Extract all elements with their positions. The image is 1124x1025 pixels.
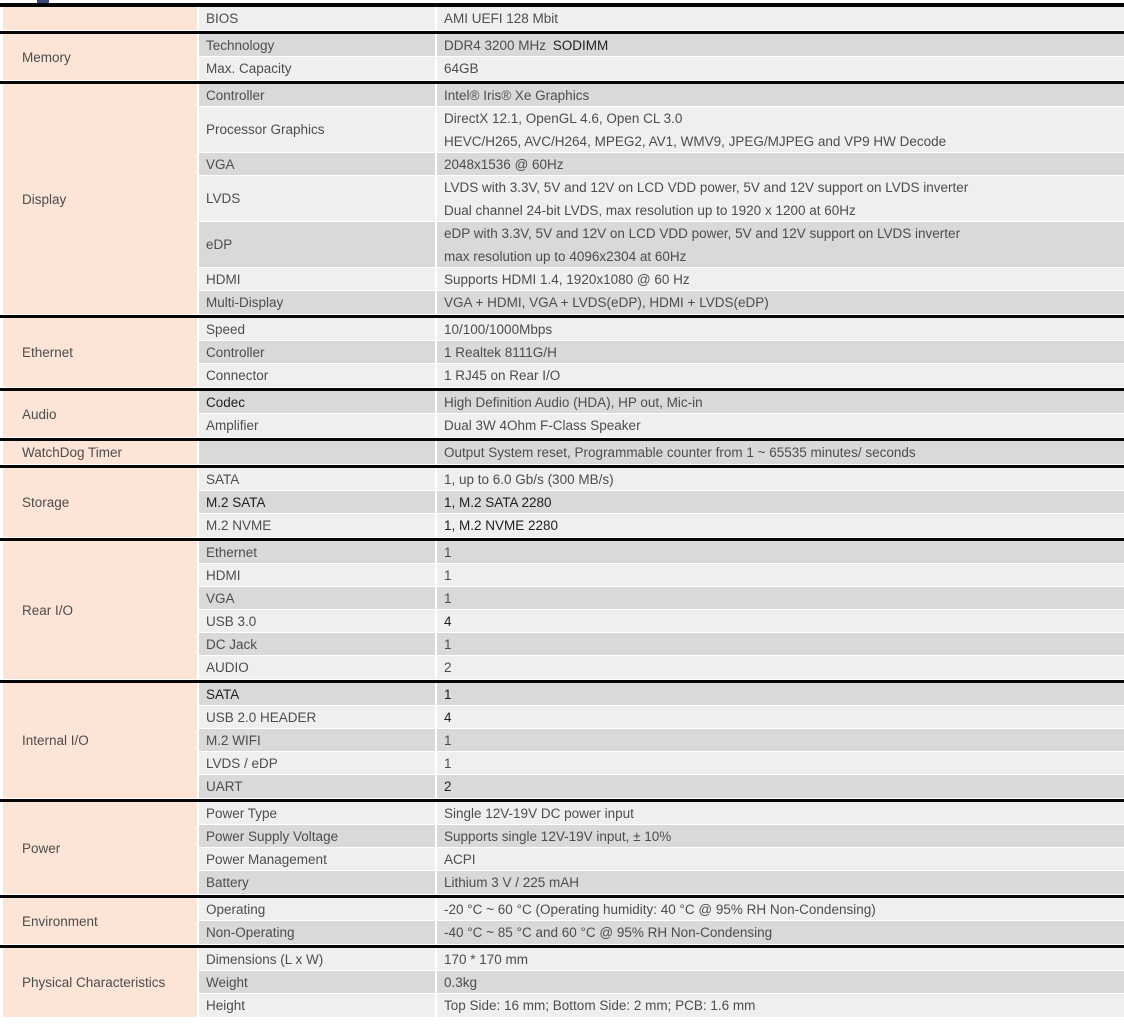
section-category-label: Display (22, 191, 67, 207)
spec-value-line (437, 199, 1124, 222)
spec-value (437, 441, 1124, 464)
section-rows (199, 441, 1124, 464)
spec-value-text: 1 (444, 590, 452, 606)
spec-value-line (437, 222, 1124, 245)
spec-value (437, 729, 1124, 751)
spec-value-text: Supports single 12V-19V input, ± 10% (444, 828, 672, 844)
spec-value-line (437, 272, 1124, 287)
spec-label (199, 802, 435, 824)
spec-label (199, 729, 435, 751)
spec-value (437, 971, 1124, 993)
spec-row (199, 656, 1124, 679)
spec-value-text: 2 (444, 779, 452, 794)
spec-section (0, 318, 1124, 387)
section-category-label: Ethernet (22, 345, 74, 360)
section-category-label: Audio (22, 406, 57, 422)
spec-section (0, 541, 1124, 679)
spec-value-text: 1 (444, 686, 452, 702)
spec-value (437, 7, 1124, 30)
spec-label (199, 848, 435, 870)
spec-value (437, 318, 1124, 340)
spec-label (199, 994, 435, 1017)
spec-section (0, 34, 1124, 80)
spec-row (199, 898, 1124, 921)
spec-label-text: Amplifier (206, 418, 259, 433)
section-rows (199, 391, 1124, 437)
spec-label (199, 921, 435, 944)
section-category (3, 468, 197, 537)
spec-value-line (437, 806, 1124, 821)
spec-row (199, 825, 1124, 848)
spec-value-line (437, 902, 1124, 917)
spec-section (0, 468, 1124, 537)
spec-value-line (437, 495, 1124, 510)
spec-value-line (437, 345, 1124, 360)
spec-row (199, 153, 1124, 176)
spec-value-line (437, 130, 1124, 153)
section-rows (199, 318, 1124, 387)
spec-row (199, 994, 1124, 1017)
spec-label (199, 871, 435, 894)
spec-value-text: 10/100/1000Mbps (444, 321, 553, 337)
spec-value-line (437, 637, 1124, 652)
spec-label-text: Weight (206, 974, 248, 990)
spec-value (437, 391, 1124, 413)
spec-value (437, 775, 1124, 798)
spec-label-text: SATA (206, 471, 240, 487)
spec-section (0, 948, 1124, 1017)
spec-label-text: M.2 NVME (206, 518, 272, 533)
spec-section (0, 391, 1124, 437)
spec-label-text: Speed (206, 321, 246, 337)
spec-label (199, 57, 435, 80)
section-category-label: Storage (22, 495, 70, 510)
spec-row (199, 948, 1124, 971)
section-rows (199, 802, 1124, 894)
spec-label (199, 825, 435, 847)
spec-row (199, 491, 1124, 514)
spec-value-line (437, 472, 1124, 487)
spec-row (199, 564, 1124, 587)
spec-row (199, 34, 1124, 57)
spec-value (437, 153, 1124, 175)
spec-value (437, 84, 1124, 106)
spec-label-text: Power Type (206, 805, 278, 821)
spec-label (199, 153, 435, 175)
spec-row (199, 84, 1124, 107)
spec-row (199, 364, 1124, 387)
spec-label (199, 222, 435, 267)
spec-label (199, 706, 435, 728)
spec-value-line (437, 756, 1124, 771)
section-category-label: Internal I/O (22, 733, 89, 748)
spec-value-line (437, 157, 1124, 172)
spec-value-text: 1 (444, 636, 452, 652)
spec-value-text: -20 °C ~ 60 °C (Operating humidity: 40 °C @ 95% RH Non-Condensing) (444, 901, 876, 917)
spec-label (199, 656, 435, 679)
spec-label (199, 775, 435, 798)
spec-label (199, 587, 435, 609)
spec-label-text: Max. Capacity (206, 61, 292, 76)
spec-value-line (437, 852, 1124, 867)
section-category (3, 541, 197, 679)
spec-label-text: M.2 SATA (206, 494, 266, 510)
spec-value-line (437, 568, 1124, 583)
spec-value-text: Top Side: 16 mm; Bottom Side: 2 mm; PCB: 1.6 mm (444, 998, 756, 1013)
section-category (3, 7, 197, 30)
section-category (3, 948, 197, 1017)
spec-value (437, 848, 1124, 870)
spec-value-text: High Definition Audio (HDA), HP out, Mic-in (444, 394, 703, 410)
spec-value-line (437, 733, 1124, 748)
spec-value-text: 1 (444, 567, 452, 583)
spec-row (199, 871, 1124, 894)
spec-value-line (437, 176, 1124, 199)
spec-value (437, 34, 1124, 56)
spec-value (437, 222, 1124, 267)
spec-label-text: USB 3.0 (206, 613, 257, 629)
spec-label-text: Connector (206, 368, 269, 383)
spec-label (199, 7, 435, 30)
spec-label-text: eDP (206, 237, 233, 252)
section-rows (199, 683, 1124, 798)
section-category (3, 391, 197, 437)
spec-value-text: DirectX 12.1, OpenGL 4.6, Open CL 3.0 (444, 111, 683, 126)
spec-section (0, 84, 1124, 314)
section-category (3, 802, 197, 894)
spec-value (437, 341, 1124, 363)
spec-value-line (437, 687, 1124, 702)
spec-row (199, 318, 1124, 341)
section-category (3, 683, 197, 798)
spec-value-line (437, 322, 1124, 337)
spec-row (199, 775, 1124, 798)
spec-section (0, 441, 1124, 464)
spec-value (437, 994, 1124, 1017)
spec-value-text: Dual 3W 4Ohm F-Class Speaker (444, 418, 641, 433)
spec-value-text: DDR4 3200 MHz (444, 37, 550, 53)
spec-value-text: ACPI (444, 851, 476, 867)
spec-row (199, 268, 1124, 291)
spec-value (437, 491, 1124, 513)
spec-label-text: VGA (206, 590, 235, 606)
spec-row (199, 848, 1124, 871)
spec-value (437, 414, 1124, 437)
spec-value-line (437, 107, 1124, 130)
spec-value (437, 921, 1124, 944)
spec-value-line (437, 925, 1124, 940)
section-rows (199, 7, 1124, 30)
spec-value-line (437, 545, 1124, 560)
spec-section (0, 802, 1124, 894)
section-rows (199, 948, 1124, 1017)
spec-value-text: HEVC/H265, AVC/H264, MPEG2, AV1, WMV9, JPEG/MJPEG and VP9 HW Decode (444, 133, 947, 149)
spec-label (199, 898, 435, 920)
spec-label-text: Processor Graphics (206, 122, 325, 137)
spec-value (437, 706, 1124, 728)
spec-row (199, 7, 1124, 30)
spec-row (199, 706, 1124, 729)
spec-label (199, 468, 435, 490)
spec-label-text: HDMI (206, 567, 241, 583)
spec-value-line (437, 11, 1124, 26)
spec-label (199, 971, 435, 993)
spec-label-text: Controller (206, 87, 265, 103)
spec-value (437, 683, 1124, 705)
spec-value (437, 541, 1124, 563)
spec-row (199, 921, 1124, 944)
spec-label-text: Height (206, 998, 246, 1013)
spec-label-text: VGA (206, 156, 235, 172)
spec-label-text: Dimensions (L x W) (206, 951, 324, 967)
section-category-label: WatchDog Timer (22, 445, 123, 460)
spec-value-text: 1, M.2 SATA 2280 (444, 494, 552, 510)
spec-row (199, 222, 1124, 268)
spec-value-text: SODIMM (552, 37, 609, 53)
spec-label-text: Battery (206, 875, 249, 890)
spec-value (437, 564, 1124, 586)
spec-value-line (437, 952, 1124, 967)
spec-row (199, 971, 1124, 994)
spec-value-text: Intel® Iris® Xe Graphics (444, 87, 590, 103)
spec-label (199, 291, 435, 314)
section-rows (199, 34, 1124, 80)
spec-label (199, 34, 435, 56)
spec-label (199, 610, 435, 632)
spec-row (199, 291, 1124, 314)
spec-value-line (437, 660, 1124, 675)
spec-label-text: Controller (206, 344, 265, 360)
spec-row (199, 414, 1124, 437)
spec-value-line (437, 395, 1124, 410)
spec-row (199, 587, 1124, 610)
spec-label-text: Ethernet (206, 544, 258, 560)
spec-value-text: Single 12V-19V DC power input (444, 805, 634, 821)
spec-value-text: Supports HDMI 1.4, 1920x1080 @ 60 Hz (444, 271, 690, 287)
spec-label-text: Power Management (206, 851, 327, 867)
spec-value-text: VGA + HDMI, VGA + LVDS(eDP), HDMI + LVDS(eDP) (444, 295, 769, 310)
spec-value-text: 170 * 170 mm (444, 951, 529, 967)
section-category-label: Environment (22, 913, 98, 929)
spec-value-text: Lithium 3 V / 225 mAH (444, 875, 580, 890)
spec-value-text: -40 °C ~ 85 °C and 60 °C @ 95% RH Non-Condensing (444, 925, 773, 940)
spec-value (437, 364, 1124, 387)
section-category (3, 898, 197, 944)
spec-row (199, 514, 1124, 537)
spec-label-text: USB 2.0 HEADER (206, 709, 317, 725)
spec-label (199, 176, 435, 221)
section-rows (199, 84, 1124, 314)
spec-value-text: 1 (444, 732, 452, 748)
spec-row (199, 729, 1124, 752)
spec-value (437, 107, 1124, 152)
spec-label-text: Non-Operating (206, 925, 295, 940)
spec-label (199, 441, 435, 464)
spec-label-text: Technology (206, 37, 275, 53)
spec-section (0, 898, 1124, 944)
spec-value-text: 1 (444, 544, 452, 560)
spec-value-text: 4 (444, 613, 452, 629)
spec-value-text: LVDS with 3.3V, 5V and 12V on LCD VDD power, 5V and 12V support on LVDS inverter (444, 180, 969, 195)
spec-value (437, 291, 1124, 314)
spec-label-text: HDMI (206, 271, 241, 287)
spec-value (437, 825, 1124, 847)
spec-value-line (437, 710, 1124, 725)
spec-label-text: DC Jack (206, 636, 258, 652)
spec-value (437, 587, 1124, 609)
section-rows (199, 541, 1124, 679)
spec-value-text: 1, M.2 NVME 2280 (444, 518, 559, 533)
spec-row (199, 541, 1124, 564)
spec-value (437, 514, 1124, 537)
spec-value-line (437, 998, 1124, 1013)
section-rows (199, 468, 1124, 537)
spec-label-text: Multi-Display (206, 295, 284, 310)
spec-value-line (437, 614, 1124, 629)
spec-label (199, 948, 435, 970)
spec-label (199, 84, 435, 106)
spec-value-line (437, 88, 1124, 103)
spec-value-text: 0.3kg (444, 974, 478, 990)
spec-value-line (437, 518, 1124, 533)
spec-value-line (437, 779, 1124, 794)
spec-value-line (437, 418, 1124, 433)
spec-value-text: 2 (444, 660, 452, 675)
section-category (3, 318, 197, 387)
spec-label-text: SATA (206, 686, 240, 702)
spec-value (437, 468, 1124, 490)
spec-label (199, 268, 435, 290)
spec-row (199, 176, 1124, 222)
spec-label (199, 564, 435, 586)
spec-value (437, 610, 1124, 632)
spec-row (199, 441, 1124, 464)
spec-value-text: AMI UEFI 128 Mbit (444, 11, 559, 26)
spec-row (199, 610, 1124, 633)
spec-label (199, 752, 435, 774)
page-top-margin (0, 0, 1124, 3)
spec-value-line (437, 875, 1124, 890)
spec-value (437, 176, 1124, 221)
spec-label-text: AUDIO (206, 660, 249, 675)
spec-value-line (437, 591, 1124, 606)
spec-label-text: LVDS / eDP (206, 755, 278, 771)
spec-value-text: 1 (444, 755, 452, 771)
spec-row (199, 341, 1124, 364)
spec-row (199, 752, 1124, 775)
spec-label (199, 318, 435, 340)
spec-label (199, 514, 435, 537)
spec-row (199, 468, 1124, 491)
spec-value (437, 752, 1124, 774)
spec-value-text: Dual channel 24-bit LVDS, max resolution up to 1920 x 1200 at 60Hz (444, 202, 856, 218)
spec-label-text: UART (206, 779, 243, 794)
spec-value (437, 633, 1124, 655)
spec-value-text: 1 RJ45 on Rear I/O (444, 368, 561, 383)
section-category (3, 441, 197, 464)
spec-value-text: max resolution up to 4096x2304 at 60Hz (444, 248, 687, 264)
spec-label (199, 491, 435, 513)
spec-value-line (437, 368, 1124, 383)
spec-section (0, 683, 1124, 798)
spec-value-text: 64GB (444, 61, 479, 76)
spec-table (0, 7, 1124, 1017)
spec-label (199, 107, 435, 152)
spec-label-text: Power Supply Voltage (206, 828, 339, 844)
spec-row (199, 107, 1124, 153)
spec-value-text: Output System reset, Programmable counter from 1 ~ 65535 minutes/ seconds (444, 445, 916, 460)
spec-value (437, 656, 1124, 679)
spec-label (199, 341, 435, 363)
spec-label (199, 633, 435, 655)
spec-row (199, 57, 1124, 80)
spec-value-text: 1 Realtek 8111G/H (444, 344, 557, 360)
spec-value-text: 4 (444, 709, 452, 725)
spec-label (199, 683, 435, 705)
section-rows (199, 898, 1124, 944)
cutoff-heading-fragment (37, 0, 49, 3)
section-category (3, 34, 197, 80)
spec-row (199, 683, 1124, 706)
section-category-label: Physical Characteristics (22, 975, 166, 990)
spec-value-text: eDP with 3.3V, 5V and 12V on LCD VDD power, 5V and 12V support on LVDS inverter (444, 226, 961, 241)
spec-label-text: LVDS (206, 191, 241, 206)
section-category-label: Memory (22, 49, 71, 65)
spec-value (437, 948, 1124, 970)
spec-label (199, 391, 435, 413)
spec-value-line (437, 245, 1124, 268)
spec-value (437, 871, 1124, 894)
spec-value-line (437, 295, 1124, 310)
spec-value-text: 1, up to 6.0 Gb/s (300 MB/s) (444, 471, 614, 487)
spec-value (437, 57, 1124, 80)
spec-value-text: 2048x1536 @ 60Hz (444, 156, 564, 172)
spec-label (199, 541, 435, 563)
spec-value (437, 268, 1124, 290)
section-category (3, 84, 197, 314)
spec-value (437, 802, 1124, 824)
spec-value-line (437, 61, 1124, 76)
spec-row (199, 391, 1124, 414)
section-category-label: Rear I/O (22, 602, 74, 618)
spec-label-text: M.2 WIFI (206, 732, 261, 748)
spec-value-line (437, 975, 1124, 990)
spec-label-text: BIOS (206, 11, 239, 26)
spec-row (199, 802, 1124, 825)
spec-label (199, 414, 435, 437)
spec-label-text: Codec (206, 394, 246, 410)
spec-value-line (437, 38, 1124, 53)
spec-row (199, 633, 1124, 656)
spec-value-line (437, 829, 1124, 844)
spec-section (0, 7, 1124, 30)
spec-label (199, 364, 435, 387)
spec-value (437, 898, 1124, 920)
spec-value-line (437, 445, 1124, 460)
section-category-label: Power (22, 840, 61, 856)
spec-label-text: Operating (206, 901, 266, 917)
